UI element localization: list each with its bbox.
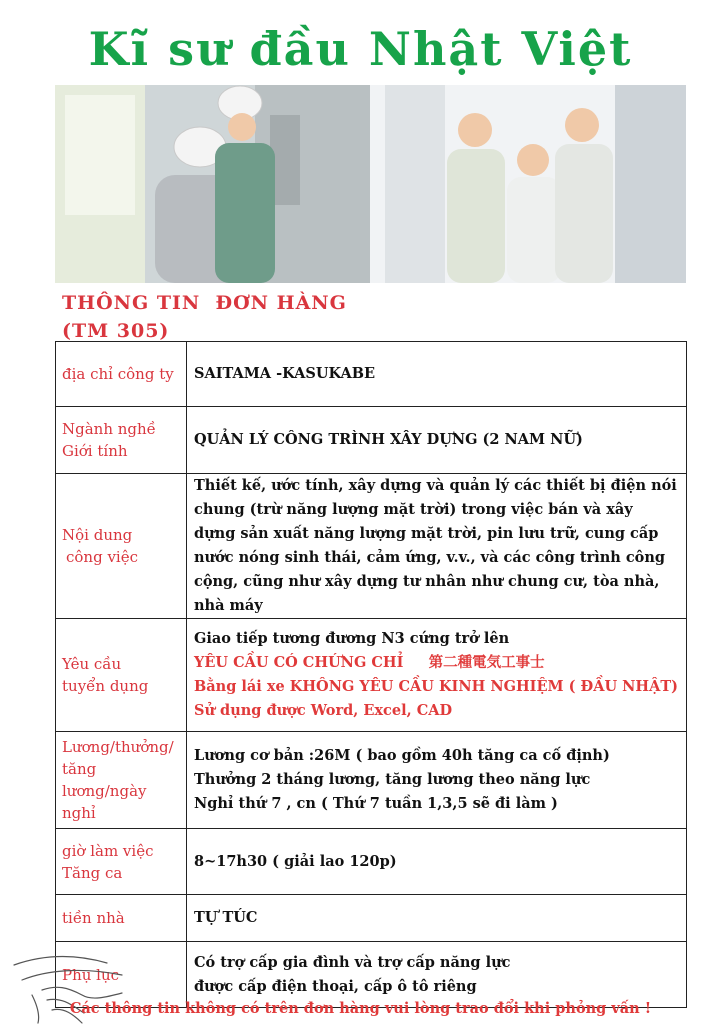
address-label: địa chỉ công ty: [56, 342, 187, 407]
salary-value: [187, 732, 687, 829]
requirements-line2: YÊU CẦU CÓ CHỨNG CHỈ 第二種電気工事士: [194, 654, 545, 671]
salary-label-line3: nghỉ: [62, 804, 96, 822]
salary-line3: Nghỉ thứ 7 , cn ( Thứ 7 tuần 1,3,5 sẽ đi làm ): [194, 795, 558, 812]
salary-line1: Lương cơ bản :26M ( bao gồm 40h tăng ca cố định): [194, 747, 610, 764]
hours-value: 8~17h30 ( giải lao 120p): [187, 829, 687, 895]
order-title-line2: (TM 305): [62, 320, 170, 342]
requirements-label-line1: Yêu cầu: [62, 655, 122, 673]
content-value: Thiết kế, ước tính, xây dựng và quản lý các thiết bị điện nói chung (trừ năng lượng mặt trời) trong việc bán và xây dựng sản xuất năng lượng mặt trời, pin lưu trữ, cung cấp nước nóng sinh thái, cảm ứng, v.v., và các công trình công cộng, cũng như xây dựng tư nhân như chung cư, tòa nhà, nhà máy: [187, 474, 687, 619]
content-label: [56, 474, 187, 619]
hours-label: [56, 829, 187, 895]
order-info-table: [55, 341, 687, 1008]
row-content: [56, 474, 687, 619]
salary-label-line2: tăng lương/ngày: [62, 760, 147, 800]
job-label-line1: Ngành nghề: [62, 420, 156, 438]
requirements-label: [56, 619, 187, 732]
row-address: [56, 342, 687, 407]
footer-note: Các thông tin không có trên đơn hàng vui lòng trao đổi khi phỏng vấn !: [69, 1000, 652, 1017]
job-label-line2: Giới tính: [62, 442, 128, 460]
row-job: [56, 407, 687, 474]
requirements-line4: Sử dụng được Word, Excel, CAD: [194, 702, 453, 719]
row-extras: [56, 942, 687, 1008]
requirements-line1: Giao tiếp tương đương N3 cứng trở lên: [194, 630, 510, 647]
extras-label: Phụ lục: [56, 942, 187, 1008]
hours-label-line2: Tăng ca: [62, 863, 123, 882]
requirements-label-line2: tuyển dụng: [62, 677, 149, 695]
row-requirements: [56, 619, 687, 732]
row-salary: [56, 732, 687, 829]
order-title: [62, 289, 347, 345]
order-title-line1: THÔNG TIN ĐƠN HÀNG: [62, 292, 347, 314]
content-label-line2: công việc: [66, 548, 139, 566]
row-hours: [56, 829, 687, 895]
workers-photo: [55, 85, 686, 283]
address-value: SAITAMA -KASUKABE: [187, 342, 687, 407]
housing-value: TỰ TÚC: [187, 895, 687, 942]
salary-line2: Thưởng 2 tháng lương, tăng lương theo năng lực: [194, 771, 591, 788]
housing-label: tiền nhà: [56, 895, 187, 942]
salary-label: [56, 732, 187, 829]
requirements-line3: Bằng lái xe KHÔNG YÊU CẦU KINH NGHIỆM ( ĐẦU NHẬT): [194, 678, 678, 695]
job-value: QUẢN LÝ CÔNG TRÌNH XÂY DỰNG (2 NAM NỮ): [187, 407, 687, 474]
extras-line2: được cấp điện thoại, cấp ô tô riêng: [194, 977, 477, 995]
hours-label-line1: giờ làm việc: [62, 841, 154, 860]
salary-label-line1: Lương/thưởng/: [62, 738, 174, 756]
job-label: [56, 407, 187, 474]
extras-line1: Có trợ cấp gia đình và trợ cấp năng lực: [194, 953, 511, 971]
extras-value: [187, 942, 687, 1008]
requirements-value: [187, 619, 687, 732]
page-title: Kĩ sư đầu Nhật Việt: [88, 22, 633, 76]
content-label-line1: Nội dung: [62, 526, 133, 544]
row-housing: [56, 895, 687, 942]
